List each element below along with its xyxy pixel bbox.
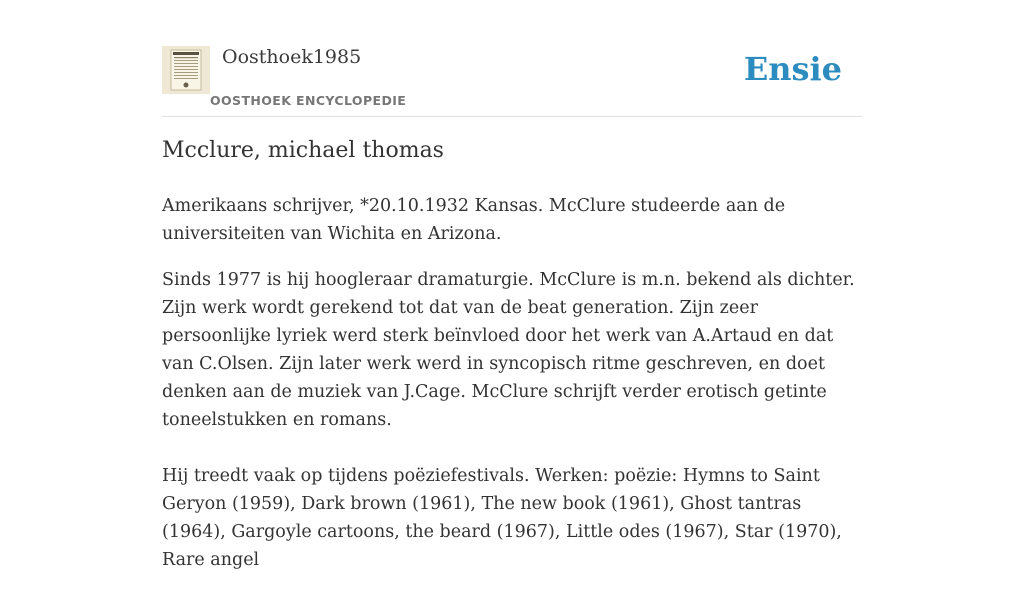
article-body <box>162 192 862 592</box>
user-name[interactable]: Oosthoek1985 <box>222 46 362 68</box>
article-paragraph: Amerikaans schrijver, *20.10.1932 Kansas. McClure studeerde aan de universiteiten van Wichita en Arizona. <box>162 196 786 244</box>
page-header <box>162 44 862 117</box>
book-cover-avatar-icon <box>162 46 210 94</box>
source-name[interactable]: OOSTHOEK ENCYCLOPEDIE <box>210 93 407 108</box>
ensie-logo[interactable]: Ensie <box>743 50 842 88</box>
user-avatar[interactable] <box>162 46 210 94</box>
page-title: Mcclure, michael thomas <box>162 138 444 163</box>
article-paragraph: Sinds 1977 is hij hoogleraar dramaturgie. McClure is m.n. bekend als dichter. Zijn werk wordt gerekend tot dat van de beat generation. Zijn zeer persoonlijke lyriek werd sterk beïnvloed door het werk van A.Artaud en dat van C.Olsen. Zijn later werk werd in syncopisch ritme geschreven, en doet denken aan de muziek van J.Cage. McClure schrijft verder erotisch getinte toneelstukken en romans. Hij treedt vaak op tijdens poëziefestivals. Werken: poëzie: Hymns to Saint Geryon (1959), Dark brown (1961), The new book (1961), Ghost tantras (1964), Gargoyle cartoons, the beard (1967), Little odes (1967), Star (1970), Rare angel <box>162 270 855 570</box>
